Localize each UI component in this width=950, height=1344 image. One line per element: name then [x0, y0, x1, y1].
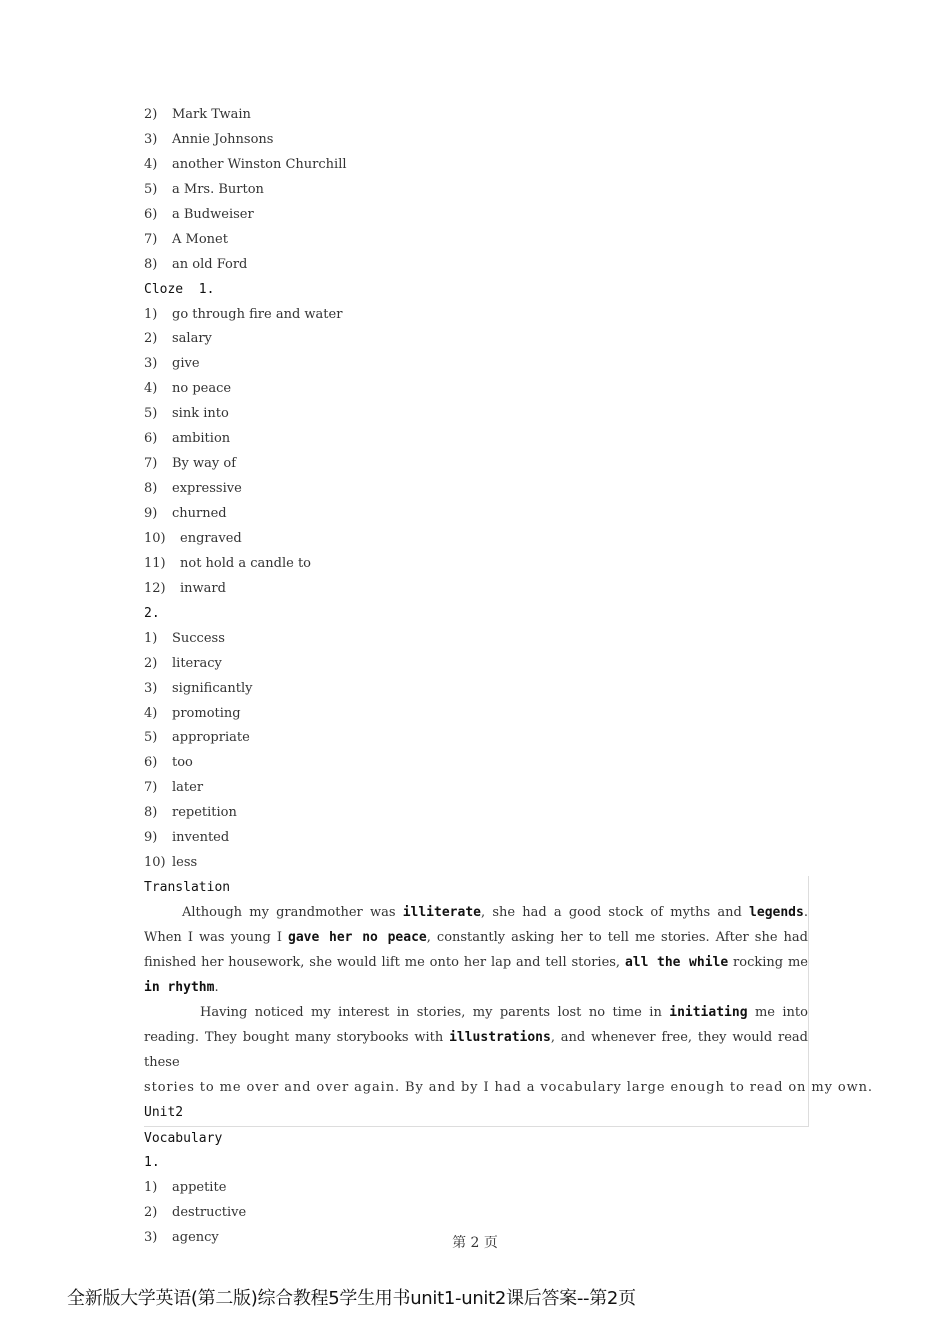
list-item: 9) churned	[144, 506, 227, 521]
keyword-illustrations: illustrations	[449, 1029, 551, 1045]
list-item: 5) sink into	[144, 406, 229, 422]
page-content	[144, 103, 873, 1251]
keyword-legends: legends	[749, 905, 804, 920]
list-item: 3) give	[144, 356, 200, 372]
cloze2-heading: 2.	[144, 605, 160, 621]
list-item: 3) agency	[144, 1230, 219, 1246]
list-item: 2) destructive	[144, 1205, 247, 1221]
list-item: 5) a Mrs. Burton	[144, 181, 264, 197]
list-item: 12) inward	[144, 580, 226, 596]
list-item: 9) invented	[144, 830, 230, 846]
translation-heading: Translation	[144, 880, 231, 896]
list-item: 4) no peace	[144, 381, 232, 397]
list-item: 6) too	[144, 755, 193, 771]
list-item: 6) a Budweiser	[144, 206, 254, 222]
translation-paragraph-2: Having noticed my interest in stories, my parents lost no time in initiating me into reading. They bought many storybooks with illustrations, and whenever free, they would read these	[144, 1004, 808, 1070]
vocabulary-heading: Vocabulary	[144, 1130, 223, 1146]
page-number: 第 2 页	[452, 1235, 498, 1251]
answer-list-cloze2	[144, 627, 824, 876]
translation-paragraph-1: Although my grandmother was illiterate, she had a good stock of myths and legends. When I was young I gave her no peace, constantly asking her to tell me stories. After she had finished her housework, she would lift me onto her lap and tell stories, all the while rocking me in rhythm.	[144, 905, 809, 995]
keyword-in-rhythm: in rhythm	[144, 979, 215, 995]
list-item: 2) salary	[144, 331, 212, 347]
list-item: 2) literacy	[144, 655, 222, 671]
list-item: 10) less	[144, 855, 198, 871]
keyword-initiating: initiating	[669, 1004, 748, 1020]
list-item: 3) Annie Johnsons	[144, 131, 274, 147]
list-item: 11) not hold a candle to	[144, 555, 312, 571]
answer-list-cloze1	[144, 303, 824, 602]
answer-list-section1	[144, 103, 824, 278]
unit-title: Unit2	[144, 1104, 184, 1120]
document-title: 全新版大学英语(第二版)综合教程5学生用书unit1-unit2课后答案--第2页	[67, 1288, 636, 1309]
list-item: 1) appetite	[144, 1180, 227, 1196]
list-item: 3) significantly	[144, 680, 253, 696]
list-item: 10) engraved	[144, 530, 242, 546]
list-item: 6) ambition	[144, 431, 231, 447]
list-item: 7) A Monet	[144, 231, 228, 247]
translation-paragraph-2-last-line: stories to me over and over again. By and by I had a vocabulary large enough to read on my own.	[144, 1079, 873, 1095]
list-item: 4) promoting	[144, 705, 241, 721]
list-item: 7) By way of	[144, 456, 237, 472]
list-item: 2) Mark Twain	[144, 107, 251, 122]
list-item: 1) Success	[144, 630, 225, 646]
cloze-heading: Cloze 1.	[144, 281, 215, 297]
vocabulary-subheading: 1.	[144, 1155, 160, 1171]
list-item: 8) repetition	[144, 805, 237, 821]
list-item: 8) expressive	[144, 481, 242, 497]
list-item: 4) another Winston Churchill	[144, 156, 347, 172]
list-item: 7) later	[144, 780, 204, 796]
keyword-all-the-while: all the while	[624, 954, 729, 970]
keyword-illiterate: illiterate	[402, 905, 481, 920]
translation-section	[144, 876, 873, 1126]
list-item: 8) an old Ford	[144, 256, 248, 272]
keyword-gave-her-no-peace: gave her no peace	[288, 929, 427, 945]
list-item: 5) appropriate	[144, 730, 250, 746]
list-item: 1) go through fire and water	[144, 306, 343, 322]
